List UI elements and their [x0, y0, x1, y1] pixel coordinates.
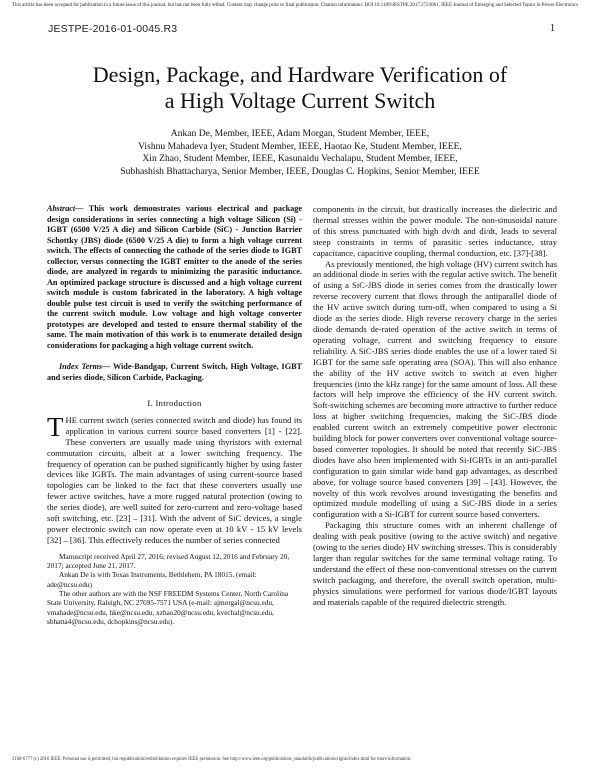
body-paragraph: Packaging this structure comes with an inherent challenge of dealing with peak positive (owing to the active switch) and negative (owing to the series diode) HV switching stresses. This is considerably larger than regular switches for the same terminal voltage rating. To understand the effect of these non-conventional stresses on the current switch packaging, and therefore, the overall switch operation, multi-physics simulations were performed for various diode/IGBT layouts and materials capable of the required dielectric strength.	[313, 520, 557, 607]
author-line: Xin Zhao, Student Member, IEEE, Kasunaidu Vechalapu, Student Member, IEEE,	[142, 153, 458, 165]
abstract	[47, 204, 302, 351]
abstract-label: Abstract—	[47, 204, 84, 213]
intro-paragraph	[47, 411, 302, 546]
body-paragraph: components in the circuit, but drastically increases the dielectric and thermal stresses within the power module. The non-sinusoidal nature of this stress punctuated with high dv/dt and di/dt, leads to several steep constraints in terms of parasitic series inductance, stray capacitance, capacitive coupling, thermal conduction, etc. [37]-[38].	[313, 204, 557, 258]
author-line: Ankan De, Member, IEEE, Adam Morgan, Student Member, IEEE,	[170, 128, 430, 139]
paper-title	[30, 62, 570, 114]
footnote: Manuscript received April 27, 2016; revised August 12, 2016 and February 20, 2017; accepted June 21, 2017.	[47, 551, 290, 571]
author-list	[40, 128, 560, 178]
index-terms-label: Index Terms—	[59, 362, 111, 371]
author-line: Subhashish Bhattacharya, Senior Member, IEEE, Douglas C. Hopkins, Senior Member, IEEE	[120, 165, 480, 177]
publication-banner: This article has been accepted for publication in a future issue of this journal, but has not been fully edited. Content may change prior to final publication. Citation information: DOI 10.1109/JESTPE.2017.2723061, IEEE Journal of Emerging and Selected Topics in Power Electronics	[12, 3, 579, 8]
footnote: The other authors are with the NSF FREEDM Systems Center, North Carolina State University, Raleigh, NC 27695-7571 USA (e-mail: ajmorgal@ncsu.edu, vmahade@ncsu.edu, hke@ncsu.edu, xzhao20@ncsu.edu, kvechal@ncsu.edu, sbhatta4@ncsu.edu, dchopkins@ncsu.edu).	[47, 588, 289, 626]
running-head: JESTPE-2016-01-0045.R3	[48, 23, 178, 35]
page-number: 1	[550, 23, 555, 34]
index-terms-text: Wide-Bandgap, Current Switch, High Voltage, IGBT and series diode, Silicon Carbide, Packaging.	[47, 362, 302, 382]
right-column	[313, 204, 557, 608]
drop-cap: T	[47, 411, 64, 442]
footnote: Ankan De is with Texas Instruments, Bethlehem, PA 18015. (email: ade@ncsu.edu)	[47, 570, 257, 589]
left-column	[47, 204, 302, 626]
title-line-1: Design, Package, and Hardware Verification of	[92, 62, 508, 87]
section-heading: I. Introduction	[147, 398, 202, 408]
copyright-footer: 2168-6777 (c) 2016 IEEE. Personal use is permitted, but republication/redistribution requires IEEE permission. See http://www.ieee.org/publications_standards/publications/rights/index.html for more information.	[12, 757, 412, 762]
body-paragraph: As previously mentioned, the high voltage (HV) current switch has an additional diode in series with the regular active switch. The benefit of using a SiC-JBS diode in series comes from the drastically lower reverse recovery current that flows through the antiparallel diode of the HV active switch during turn-off, when compared to using a Si diode as the series diode. High reverse recovery charge in the series diode demands de-rated operation of the active switch in terms of operating voltage, current and switching frequency to ensure reliability. A SiC-JBS series diode enables the use of a lower rated Si IGBT for the same safe operating area (SOA). This will also enhance the ability of the HV active switch to switch at even higher frequencies (into the kHz range) for the same amount of loss. All these factors will help improve the efficiency of the HV current switch. Soft-switching schemes are becoming more attractive to further reduce loss at higher switching frequencies, making the SiC-JBS diode enabled current switch an extremely competitive power electronic building block for power converters over conventional voltage source-based converter topologies. It should be noted that recently SiC-JBS diodes have also been implemented with Si-IGBTs in an anti-parallel configuration to gain similar wide band gap advantages, as described above, for voltage source based converters [39] – [43]. However, the novelty of this work revolves around investigating the benefits and optimized module modelling of using a SiC-JBS diode in a series configuration with a Si-IGBT for current source based converters.	[313, 258, 557, 520]
footnotes	[47, 552, 302, 626]
index-terms	[47, 362, 302, 383]
title-line-2: a High Voltage Current Switch	[164, 88, 436, 113]
author-line: Vishnu Mahadeva Iyer, Student Member, IEEE, Haotao Ke, Student Member, IEEE,	[138, 140, 462, 152]
intro-text: HE current switch (series connected switch and diode) has found its application in various current source based converters [1] - [22]. These converters are usually made using thyristors with external commutation circuits, albeit at a lower switching frequency. The frequency of operation can be pushed significantly higher by using faster devices like IGBTs. The main advantages of using current-source based topologies can be linked to the fact that these converters usually use fewer active switches, have a more rugged natural protection (owing to the series diode), are well suited for zero-current and zero-voltage based soft switching, etc. [23] – [31]. With the advent of SiC devices, a single power electronic switch can now operate even at 10 kV - 15 kV levels [32] – [36]. This effectively reduces the number of series connected	[47, 414, 302, 545]
abstract-text: This work demonstrates various electrical and package design considerations in series connecting a high voltage Silicon (Si) - IGBT (6500 V/25 A die) and Silicon Carbide (SiC) - Junction Barrier Schottky (JBS) diode (6500 V/25 A die) to form a high voltage current switch. The effects of connecting the cathode of the series diode to IGBT collector, versus connecting the IGBT emitter to the anode of the series diode, are analyzed in regards to minimizing the parasitic inductance. An optimized package structure is discussed and a high voltage current switch module is custom fabricated in the laboratory. A high voltage double pulse test circuit is used to verify the switching performance of the current switch module. Low voltage and high voltage converter prototypes are developed and tested to ensure thermal stability of the same. The main motivation of this work is to enumerate detailed design considerations for packaging a high voltage current switch.	[47, 204, 302, 350]
